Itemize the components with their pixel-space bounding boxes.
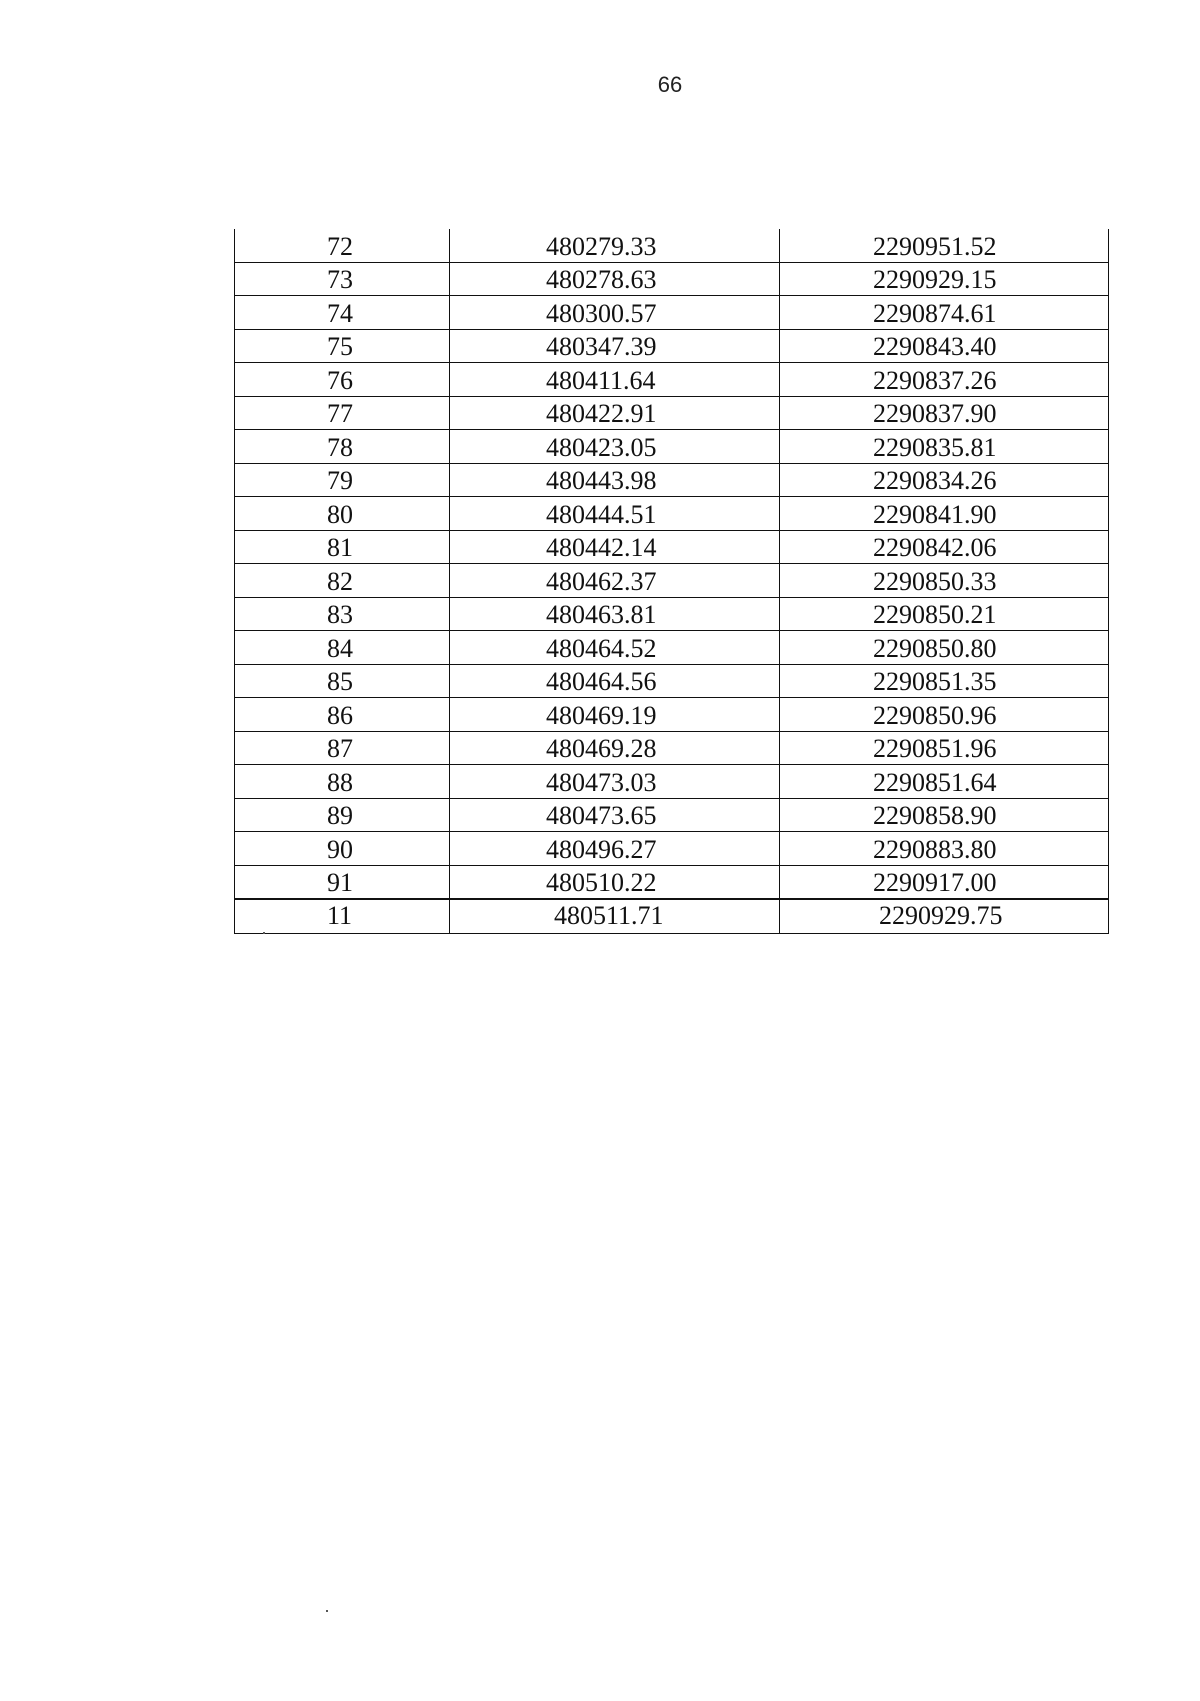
scan-speck	[326, 1610, 328, 1612]
x-coordinate-cell: 480463.81	[450, 597, 780, 631]
y-coordinate-cell: 2290929.15	[780, 262, 1109, 296]
table-row	[235, 530, 1109, 564]
point-number-cell: 73	[235, 262, 450, 296]
x-coordinate-cell: 480510.22	[450, 865, 780, 899]
y-coordinate-cell: 2290835.81	[780, 430, 1109, 464]
point-number-cell: 82	[235, 564, 450, 598]
table-row	[235, 664, 1109, 698]
table-row	[235, 765, 1109, 799]
point-number-cell: 85	[235, 664, 450, 698]
y-coordinate-cell: 2290951.52	[780, 229, 1109, 262]
point-number-cell: 89	[235, 798, 450, 832]
y-coordinate-cell: 2290834.26	[780, 463, 1109, 497]
y-coordinate-cell: 2290850.80	[780, 631, 1109, 665]
point-number-cell: 75	[235, 329, 450, 363]
y-coordinate-cell: 2290858.90	[780, 798, 1109, 832]
y-coordinate-cell: 2290842.06	[780, 530, 1109, 564]
table-row	[235, 430, 1109, 464]
table-row	[235, 463, 1109, 497]
y-coordinate-cell: 2290874.61	[780, 296, 1109, 330]
y-coordinate-cell: 2290851.96	[780, 731, 1109, 765]
scan-speck	[263, 932, 265, 934]
x-coordinate-cell: 480462.37	[450, 564, 780, 598]
x-coordinate-cell: 480442.14	[450, 530, 780, 564]
x-coordinate-cell: 480300.57	[450, 296, 780, 330]
point-number-cell: 90	[235, 832, 450, 866]
table-row	[235, 497, 1109, 531]
x-coordinate-cell: 480473.03	[450, 765, 780, 799]
table-row	[235, 262, 1109, 296]
point-number-cell: 78	[235, 430, 450, 464]
table-row	[235, 396, 1109, 430]
x-coordinate-cell: 480423.05	[450, 430, 780, 464]
point-number-cell: 79	[235, 463, 450, 497]
table-row	[235, 597, 1109, 631]
x-coordinate-cell: 480473.65	[450, 798, 780, 832]
x-coordinate-cell: 480347.39	[450, 329, 780, 363]
x-coordinate-cell: 480422.91	[450, 396, 780, 430]
x-coordinate-cell: 480496.27	[450, 832, 780, 866]
coordinates-table-body	[235, 229, 1109, 933]
x-coordinate-cell: 480511.71	[450, 899, 780, 933]
page-number: 66	[657, 72, 683, 97]
table-row	[235, 832, 1109, 866]
x-coordinate-cell: 480279.33	[450, 229, 780, 262]
x-coordinate-cell: 480411.64	[450, 363, 780, 397]
point-number-cell: 76	[235, 363, 450, 397]
point-number-cell: 91	[235, 865, 450, 899]
y-coordinate-cell: 2290843.40	[780, 329, 1109, 363]
y-coordinate-cell: 2290851.35	[780, 664, 1109, 698]
y-coordinate-cell: 2290850.33	[780, 564, 1109, 598]
x-coordinate-cell: 480443.98	[450, 463, 780, 497]
table-row	[235, 798, 1109, 832]
table-row	[235, 329, 1109, 363]
coordinates-table	[234, 229, 1109, 934]
y-coordinate-cell: 2290883.80	[780, 832, 1109, 866]
point-number-cell: 80	[235, 497, 450, 531]
table-row	[235, 564, 1109, 598]
y-coordinate-cell: 2290917.00	[780, 865, 1109, 899]
table-row	[235, 698, 1109, 732]
x-coordinate-cell: 480464.52	[450, 631, 780, 665]
table-row	[235, 731, 1109, 765]
point-number-cell: 72	[235, 229, 450, 262]
point-number-cell: 86	[235, 698, 450, 732]
y-coordinate-cell: 2290850.96	[780, 698, 1109, 732]
y-coordinate-cell: 2290851.64	[780, 765, 1109, 799]
x-coordinate-cell: 480464.56	[450, 664, 780, 698]
point-number-cell: 11	[235, 899, 450, 933]
table-row	[235, 631, 1109, 665]
x-coordinate-cell: 480469.28	[450, 731, 780, 765]
point-number-cell: 81	[235, 530, 450, 564]
point-number-cell: 87	[235, 731, 450, 765]
point-number-cell: 84	[235, 631, 450, 665]
table-row	[235, 865, 1109, 899]
table-row	[235, 363, 1109, 397]
x-coordinate-cell: 480278.63	[450, 262, 780, 296]
y-coordinate-cell: 2290837.26	[780, 363, 1109, 397]
x-coordinate-cell: 480469.19	[450, 698, 780, 732]
y-coordinate-cell: 2290841.90	[780, 497, 1109, 531]
y-coordinate-cell: 2290837.90	[780, 396, 1109, 430]
table-row	[235, 229, 1109, 262]
point-number-cell: 83	[235, 597, 450, 631]
table-row	[235, 899, 1109, 933]
table-row	[235, 296, 1109, 330]
point-number-cell: 88	[235, 765, 450, 799]
x-coordinate-cell: 480444.51	[450, 497, 780, 531]
y-coordinate-cell: 2290929.75	[780, 899, 1109, 933]
y-coordinate-cell: 2290850.21	[780, 597, 1109, 631]
point-number-cell: 74	[235, 296, 450, 330]
point-number-cell: 77	[235, 396, 450, 430]
